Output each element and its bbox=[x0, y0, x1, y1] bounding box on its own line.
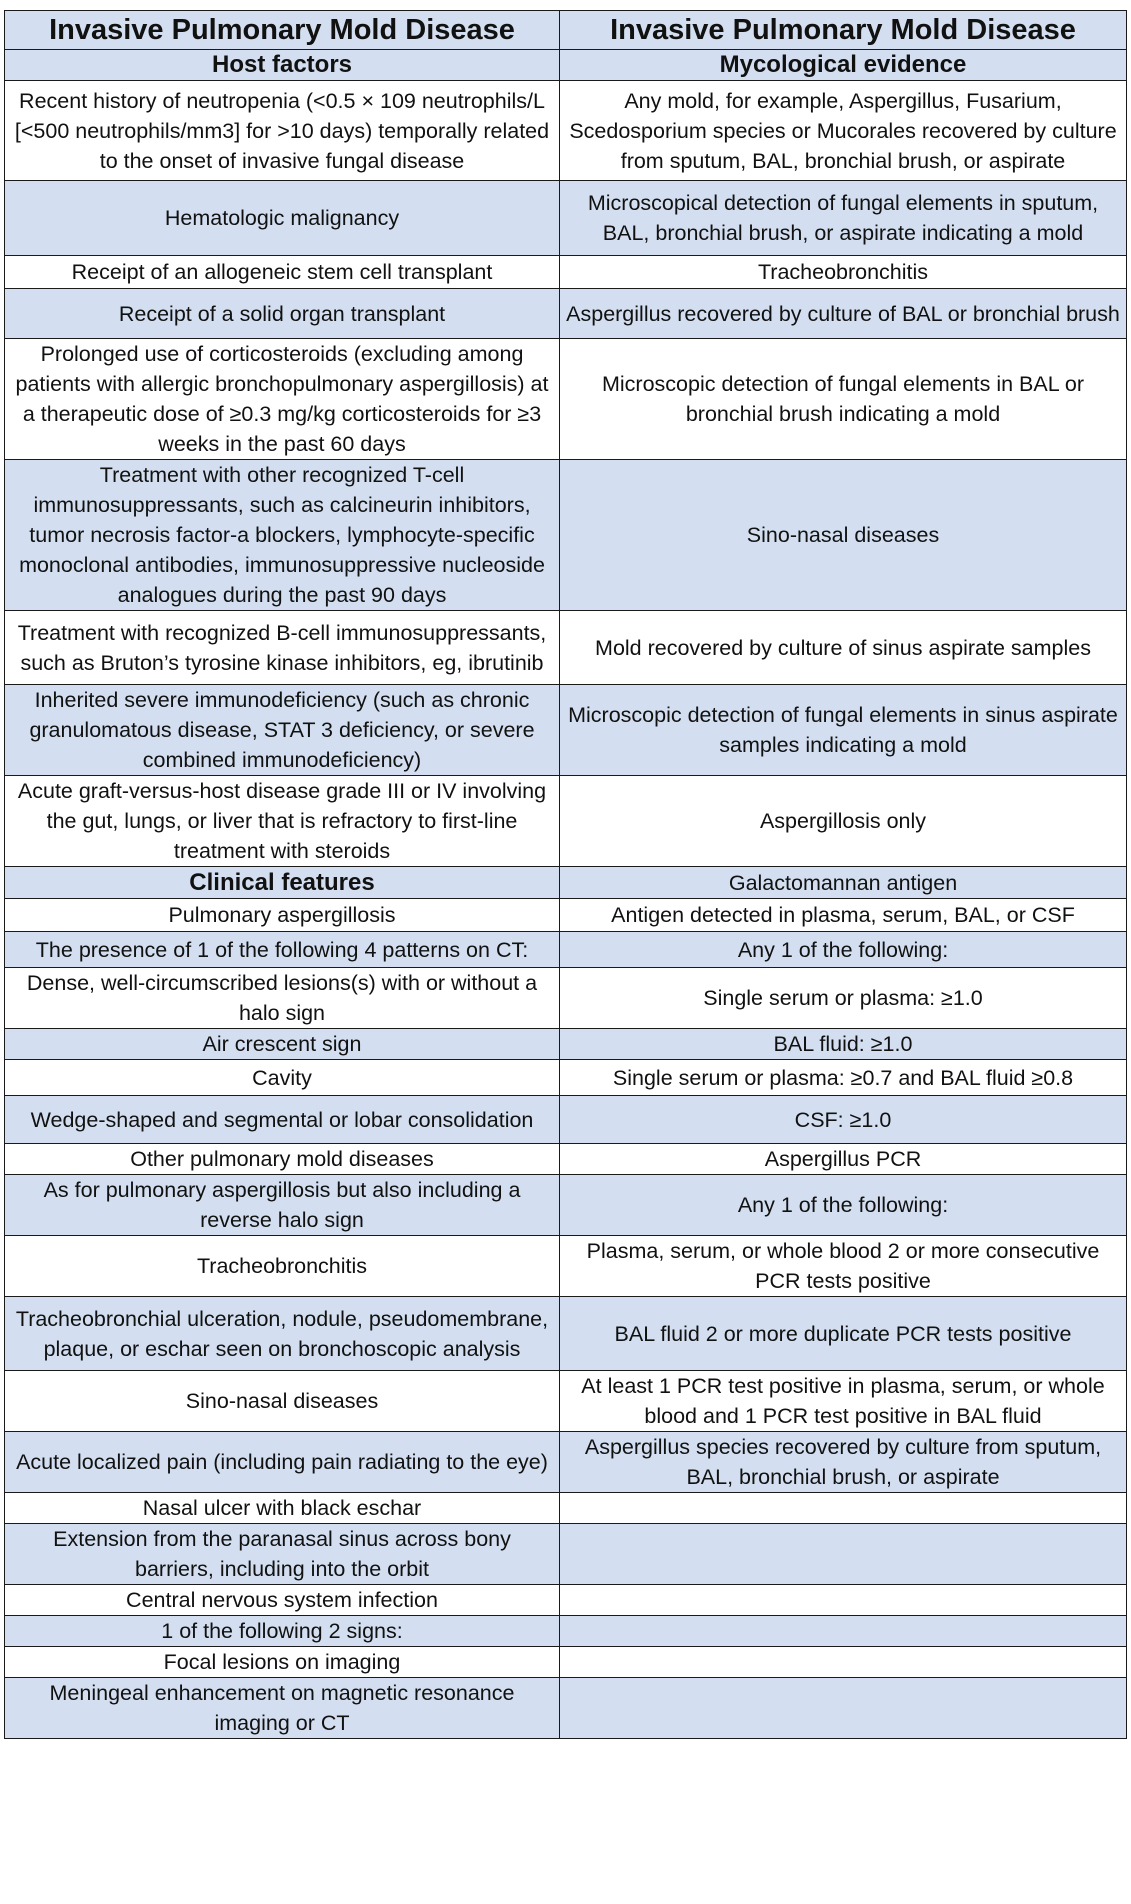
table-row bbox=[5, 1432, 1127, 1493]
right-cell: CSF: ≥1.0 bbox=[560, 1096, 1127, 1144]
header-right: Invasive Pulmonary Mold Disease bbox=[560, 11, 1127, 50]
right-cell: Tracheobronchitis bbox=[560, 256, 1127, 289]
table-row bbox=[5, 776, 1127, 867]
left-cell: Acute localized pain (including pain radiating to the eye) bbox=[5, 1432, 560, 1493]
right-cell: Antigen detected in plasma, serum, BAL, or CSF bbox=[560, 899, 1127, 932]
left-cell: Focal lesions on imaging bbox=[5, 1647, 560, 1678]
right-cell: Aspergillus recovered by culture of BAL or bronchial brush bbox=[560, 289, 1127, 339]
right-cell: Single serum or plasma: ≥1.0 bbox=[560, 968, 1127, 1029]
left-cell: Host factors bbox=[5, 50, 560, 81]
right-cell: Aspergillus species recovered by culture from sputum, BAL, bronchial brush, or aspirate bbox=[560, 1432, 1127, 1493]
table-row bbox=[5, 968, 1127, 1029]
right-cell: Sino-nasal diseases bbox=[560, 460, 1127, 611]
left-cell: Dense, well-circumscribed lesions(s) with or without a halo sign bbox=[5, 968, 560, 1029]
left-cell: Tracheobronchitis bbox=[5, 1236, 560, 1297]
right-cell: Microscopic detection of fungal elements in sinus aspirate samples indicating a mold bbox=[560, 685, 1127, 776]
right-cell bbox=[560, 1616, 1127, 1647]
left-cell: Clinical features bbox=[5, 867, 560, 899]
left-cell: Hematologic malignancy bbox=[5, 181, 560, 256]
table-row bbox=[5, 1029, 1127, 1060]
left-cell: Air crescent sign bbox=[5, 1029, 560, 1060]
right-cell: At least 1 PCR test positive in plasma, serum, or whole blood and 1 PCR test positive in BAL fluid bbox=[560, 1371, 1127, 1432]
left-cell: Receipt of a solid organ transplant bbox=[5, 289, 560, 339]
table-row bbox=[5, 181, 1127, 256]
table-row bbox=[5, 1647, 1127, 1678]
table-row bbox=[5, 1585, 1127, 1616]
table-row bbox=[5, 1493, 1127, 1524]
table-row bbox=[5, 1297, 1127, 1371]
left-cell: Recent history of neutropenia (<0.5 × 109 neutrophils/L [<500 neutrophils/mm3] for >10 days) temporally related to the onset of invasive fungal disease bbox=[5, 81, 560, 181]
right-cell: Any 1 of the following: bbox=[560, 1175, 1127, 1236]
right-cell: Aspergillosis only bbox=[560, 776, 1127, 867]
right-cell: Any 1 of the following: bbox=[560, 932, 1127, 968]
right-cell: BAL fluid: ≥1.0 bbox=[560, 1029, 1127, 1060]
left-cell: Acute graft-versus-host disease grade III or IV involving the gut, lungs, or liver that is refractory to first-line treatment with steroids bbox=[5, 776, 560, 867]
table-row bbox=[5, 1236, 1127, 1297]
left-cell: Receipt of an allogeneic stem cell transplant bbox=[5, 256, 560, 289]
right-cell: BAL fluid 2 or more duplicate PCR tests positive bbox=[560, 1297, 1127, 1371]
table-row bbox=[5, 1096, 1127, 1144]
left-cell: Sino-nasal diseases bbox=[5, 1371, 560, 1432]
right-cell: Single serum or plasma: ≥0.7 and BAL fluid ≥0.8 bbox=[560, 1060, 1127, 1096]
left-cell: Wedge-shaped and segmental or lobar consolidation bbox=[5, 1096, 560, 1144]
table-row bbox=[5, 1616, 1127, 1647]
right-cell: Mold recovered by culture of sinus aspirate samples bbox=[560, 611, 1127, 685]
left-cell: Other pulmonary mold diseases bbox=[5, 1144, 560, 1175]
table-row bbox=[5, 50, 1127, 81]
left-cell: Nasal ulcer with black eschar bbox=[5, 1493, 560, 1524]
table-row bbox=[5, 256, 1127, 289]
left-cell: Prolonged use of corticosteroids (excluding among patients with allergic bronchopulmonary aspergillosis) at a therapeutic dose of ≥0.3 mg/kg corticosteroids for ≥3 weeks in the past 60 days bbox=[5, 339, 560, 460]
left-cell: Tracheobronchial ulceration, nodule, pseudomembrane, plaque, or eschar seen on bronchoscopic analysis bbox=[5, 1297, 560, 1371]
table-row bbox=[5, 1678, 1127, 1739]
table-row bbox=[5, 1175, 1127, 1236]
left-cell: Pulmonary aspergillosis bbox=[5, 899, 560, 932]
table-row bbox=[5, 685, 1127, 776]
left-cell: Treatment with other recognized T-cell immunosuppressants, such as calcineurin inhibitors, tumor necrosis factor-a blockers, lymphocyte-specific monoclonal antibodies, immunosuppressive nucleoside analogues during the past 90 days bbox=[5, 460, 560, 611]
table-row bbox=[5, 1371, 1127, 1432]
left-cell: Treatment with recognized B-cell immunosuppressants, such as Bruton’s tyrosine kinase inhibitors, eg, ibrutinib bbox=[5, 611, 560, 685]
right-cell bbox=[560, 1585, 1127, 1616]
left-cell: Central nervous system infection bbox=[5, 1585, 560, 1616]
criteria-table-container bbox=[4, 10, 1126, 1739]
header-left: Invasive Pulmonary Mold Disease bbox=[5, 11, 560, 50]
right-cell: Aspergillus PCR bbox=[560, 1144, 1127, 1175]
right-cell bbox=[560, 1493, 1127, 1524]
right-cell: Galactomannan antigen bbox=[560, 867, 1127, 899]
table-row bbox=[5, 81, 1127, 181]
table-row bbox=[5, 1060, 1127, 1096]
left-cell: Inherited severe immunodeficiency (such as chronic granulomatous disease, STAT 3 deficiency, or severe combined immunodeficiency) bbox=[5, 685, 560, 776]
right-cell: Any mold, for example, Aspergillus, Fusarium, Scedosporium species or Mucorales recovered by culture from sputum, BAL, bronchial brush, or aspirate bbox=[560, 81, 1127, 181]
table-row bbox=[5, 460, 1127, 611]
table-body bbox=[5, 50, 1127, 1739]
table-row bbox=[5, 1524, 1127, 1585]
right-cell bbox=[560, 1678, 1127, 1739]
table-row bbox=[5, 1144, 1127, 1175]
right-cell: Plasma, serum, or whole blood 2 or more consecutive PCR tests positive bbox=[560, 1236, 1127, 1297]
table-row bbox=[5, 932, 1127, 968]
left-cell: The presence of 1 of the following 4 patterns on CT: bbox=[5, 932, 560, 968]
table-row bbox=[5, 867, 1127, 899]
right-cell: Microscopic detection of fungal elements in BAL or bronchial brush indicating a mold bbox=[560, 339, 1127, 460]
right-cell bbox=[560, 1647, 1127, 1678]
table-row bbox=[5, 611, 1127, 685]
left-cell: Meningeal enhancement on magnetic resonance imaging or CT bbox=[5, 1678, 560, 1739]
right-cell bbox=[560, 1524, 1127, 1585]
table-row bbox=[5, 289, 1127, 339]
right-cell: Mycological evidence bbox=[560, 50, 1127, 81]
left-cell: 1 of the following 2 signs: bbox=[5, 1616, 560, 1647]
left-cell: Extension from the paranasal sinus across bony barriers, including into the orbit bbox=[5, 1524, 560, 1585]
table-row bbox=[5, 339, 1127, 460]
criteria-table bbox=[4, 10, 1127, 1739]
right-cell: Microscopical detection of fungal elements in sputum, BAL, bronchial brush, or aspirate indicating a mold bbox=[560, 181, 1127, 256]
table-header-row bbox=[5, 11, 1127, 50]
left-cell: As for pulmonary aspergillosis but also including a reverse halo sign bbox=[5, 1175, 560, 1236]
left-cell: Cavity bbox=[5, 1060, 560, 1096]
table-row bbox=[5, 899, 1127, 932]
